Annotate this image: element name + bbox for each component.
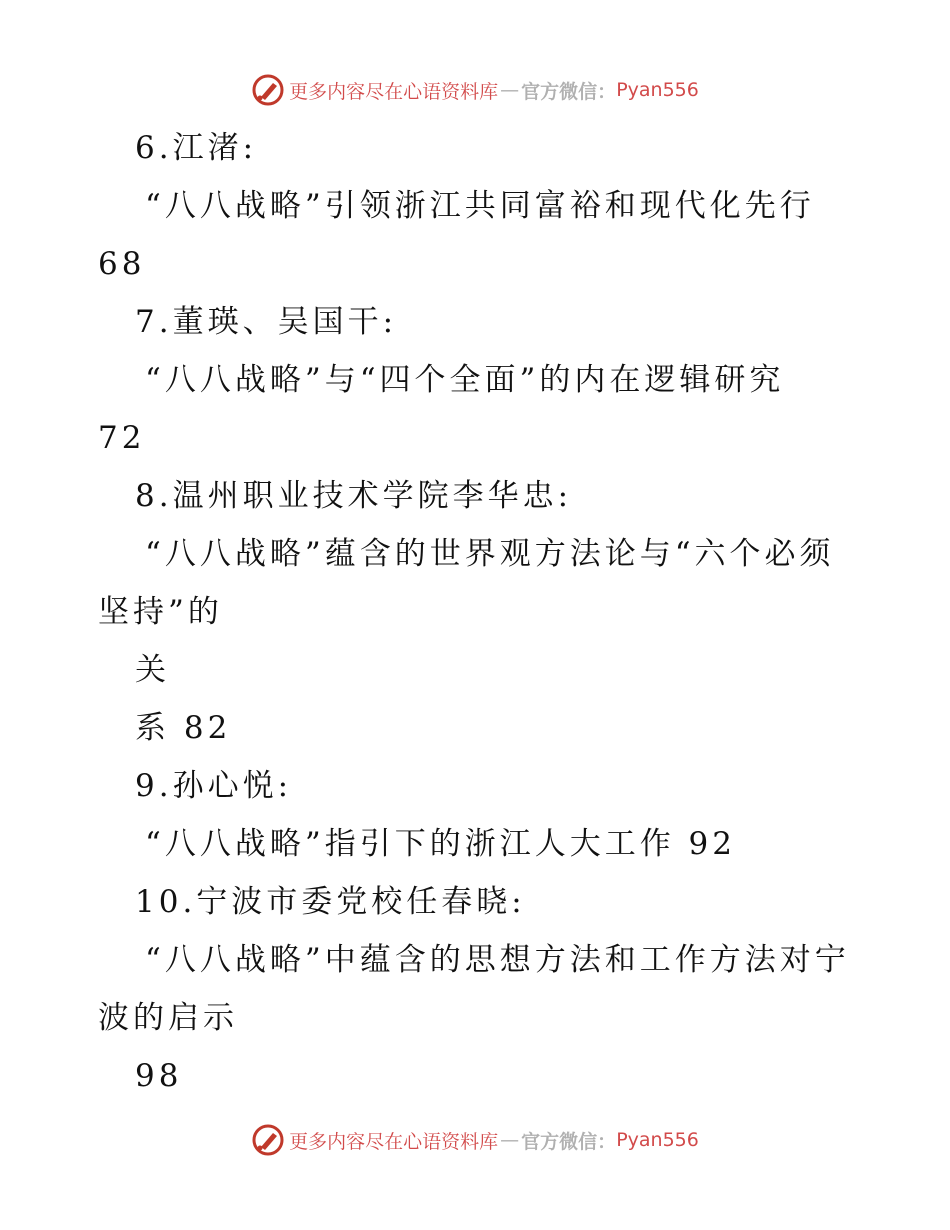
toc-entry-9-title: “八八战略”指引下的浙江人大工作 92 <box>145 826 736 862</box>
watermark-official-label: 官方微信： <box>521 1130 617 1153</box>
toc-entry-7-title: “八八战略”与“四个全面”的内在逻辑研究 <box>145 362 785 398</box>
toc-entry-8-title-cont-2: 关 <box>135 652 170 688</box>
pen-logo-icon <box>251 1123 285 1157</box>
toc-entry-8-title: “八八战略”蕴含的世界观方法论与“六个必须 <box>145 536 835 572</box>
toc-entry-6-title: “八八战略”引领浙江共同富裕和现代化先行 <box>145 188 815 224</box>
watermark-official-label: 官方微信： <box>521 80 617 103</box>
toc-entry-8-page: 系 82 <box>135 710 232 746</box>
watermark-footer <box>0 1120 950 1160</box>
toc-entry-10-page: 98 <box>135 1058 183 1094</box>
toc-entry-7-page: 72 <box>98 420 146 456</box>
toc-entry-6-page: 68 <box>98 246 146 282</box>
watermark-header <box>0 70 950 110</box>
toc-entry-10-author: 10.宁波市委党校任春晓: <box>135 884 526 920</box>
watermark-account: Pyan556 <box>616 79 699 101</box>
toc-entry-10-title-cont: 波的启示 <box>98 1000 238 1036</box>
toc-entry-6-author: 6.江渚: <box>135 130 258 166</box>
pen-logo-icon <box>251 73 285 107</box>
toc-entry-8-author: 8.温州职业技术学院李华忠: <box>135 478 573 514</box>
watermark-brand: 更多内容尽在心语资料库 <box>289 80 499 103</box>
watermark-dash: — <box>500 79 520 101</box>
watermark-dash: — <box>500 1129 520 1151</box>
watermark-account: Pyan556 <box>616 1129 699 1151</box>
toc-entry-9-author: 9.孙心悦: <box>135 768 293 804</box>
toc-entry-8-title-cont: 坚持”的 <box>98 594 223 630</box>
toc-entry-7-author: 7.董瑛、吴国干: <box>135 304 398 340</box>
watermark-brand: 更多内容尽在心语资料库 <box>289 1130 499 1153</box>
toc-entry-10-title: “八八战略”中蕴含的思想方法和工作方法对宁 <box>145 942 850 978</box>
